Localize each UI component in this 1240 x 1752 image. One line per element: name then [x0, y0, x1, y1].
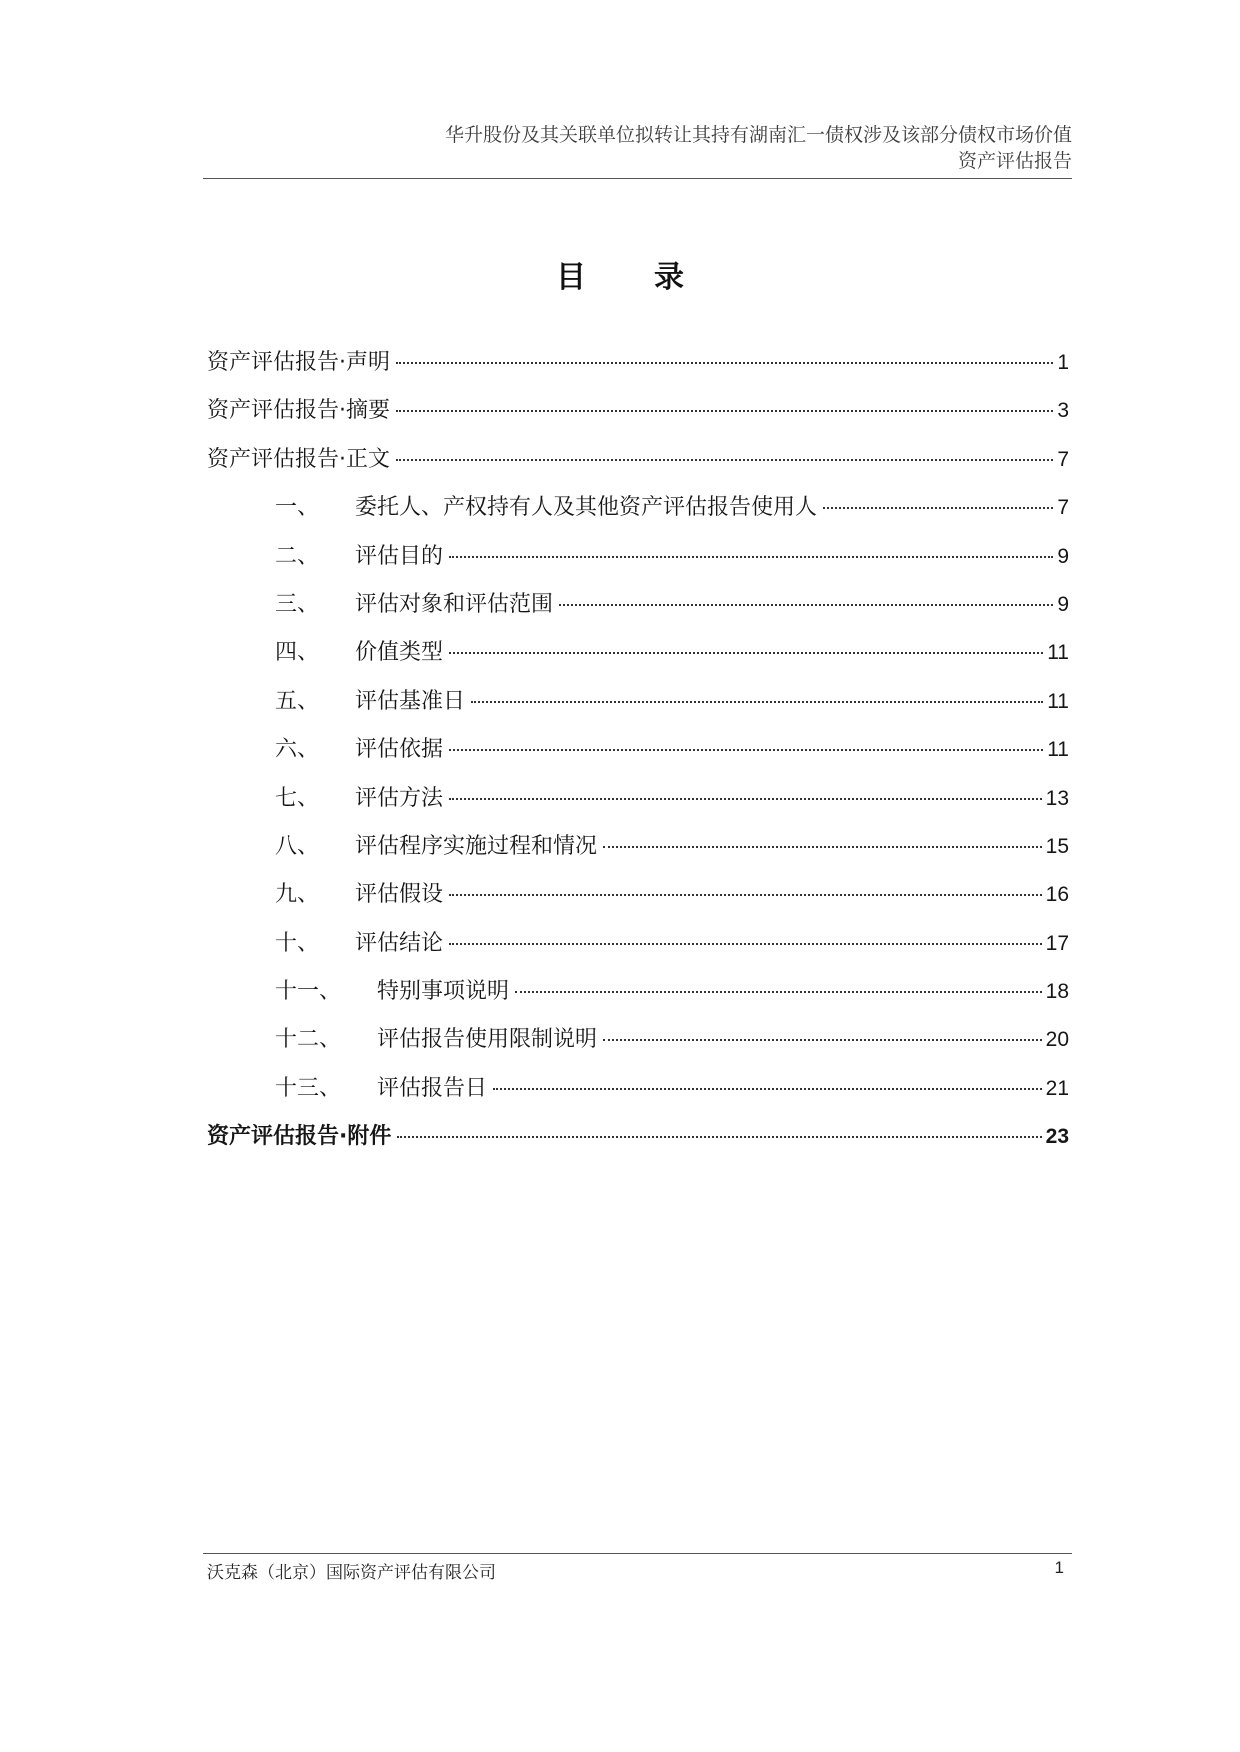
toc-section-page: 11 — [1047, 738, 1069, 762]
toc-section-page: 9 — [1057, 592, 1069, 616]
toc-entry-body[interactable] — [207, 442, 1069, 490]
dot-leader — [449, 652, 1043, 654]
dot-leader — [559, 604, 1053, 606]
dot-leader — [449, 556, 1053, 558]
toc-section-label: 评估目的 — [355, 543, 444, 569]
dot-leader — [493, 1088, 1042, 1090]
toc-section-number: 四、 — [275, 640, 320, 666]
toc-entry-page: 1 — [1057, 351, 1069, 374]
toc-section-number: 八、 — [275, 833, 320, 859]
toc-section-label: 评估基准日 — [355, 688, 466, 714]
dot-leader — [603, 846, 1042, 848]
toc-entry-label: 资产评估报告·摘要 — [207, 398, 390, 424]
toc-section-12[interactable] — [207, 1022, 1069, 1070]
header-report-subject: 华升股份及其关联单位拟转让其持有湖南汇一债权涉及该部分债权市场价值 — [444, 124, 1072, 146]
footer-company: 沃克森（北京）国际资产评估有限公司 — [207, 1563, 496, 1583]
dot-leader — [396, 362, 1053, 364]
toc-section-page: 18 — [1045, 980, 1069, 1004]
header-report-type: 资产评估报告 — [957, 150, 1072, 172]
toc-entry-label: 资产评估报告·正文 — [207, 446, 390, 472]
dot-leader — [449, 943, 1042, 945]
table-of-contents — [207, 345, 1069, 1168]
dot-leader — [396, 459, 1053, 461]
toc-entry-page: 7 — [1057, 447, 1069, 471]
toc-section-label: 评估报告日 — [377, 1075, 488, 1101]
toc-section-label: 价值类型 — [355, 640, 444, 666]
toc-section-number: 三、 — [275, 591, 320, 617]
toc-section-number: 九、 — [275, 882, 320, 908]
toc-section-number: 十、 — [275, 930, 320, 956]
toc-section-page: 11 — [1047, 641, 1069, 665]
toc-section-4[interactable] — [207, 635, 1069, 683]
toc-section-2[interactable] — [207, 539, 1069, 587]
toc-entry-label: 资产评估报告·声明 — [207, 350, 390, 375]
dot-leader — [823, 507, 1053, 509]
toc-section-number: 七、 — [275, 785, 320, 811]
toc-section-number: 十二、 — [275, 1027, 342, 1053]
toc-entry-summary[interactable] — [207, 393, 1069, 441]
toc-section-label: 评估报告使用限制说明 — [377, 1027, 598, 1053]
toc-section-page: 20 — [1045, 1028, 1069, 1052]
toc-section-page: 13 — [1045, 786, 1069, 810]
dot-leader — [449, 749, 1043, 751]
dot-leader — [449, 894, 1042, 896]
dot-leader — [396, 410, 1053, 412]
toc-section-5[interactable] — [207, 684, 1069, 732]
footer-divider — [203, 1553, 1072, 1554]
toc-section-10[interactable] — [207, 926, 1069, 974]
toc-section-label: 评估方法 — [355, 785, 444, 811]
toc-section-label: 委托人、产权持有人及其他资产评估报告使用人 — [355, 495, 818, 521]
toc-section-7[interactable] — [207, 781, 1069, 829]
dot-leader — [397, 1136, 1041, 1138]
toc-section-number: 五、 — [275, 688, 320, 714]
toc-section-page: 15 — [1045, 834, 1069, 858]
toc-section-label: 评估结论 — [355, 930, 444, 956]
dot-leader — [471, 701, 1043, 703]
page-title: 目录 — [556, 260, 752, 295]
footer-page-number: 1 — [1054, 1558, 1064, 1577]
toc-section-13[interactable] — [207, 1071, 1069, 1119]
dot-leader — [603, 1039, 1042, 1041]
toc-section-page: 9 — [1057, 544, 1069, 568]
toc-section-label: 评估假设 — [355, 882, 444, 908]
toc-section-6[interactable] — [207, 732, 1069, 780]
toc-entry-page: 3 — [1057, 399, 1069, 423]
toc-section-number: 二、 — [275, 543, 320, 569]
toc-section-label: 评估依据 — [355, 737, 444, 763]
toc-section-8[interactable] — [207, 829, 1069, 877]
toc-section-9[interactable] — [207, 877, 1069, 925]
dot-leader — [449, 798, 1042, 800]
toc-entry-statement[interactable] — [207, 345, 1069, 393]
toc-section-page: 16 — [1045, 883, 1069, 907]
toc-section-label: 评估对象和评估范围 — [355, 591, 554, 617]
toc-section-number: 十三、 — [275, 1075, 342, 1101]
toc-section-page: 21 — [1045, 1076, 1069, 1100]
toc-section-page: 7 — [1057, 496, 1069, 520]
toc-section-number: 六、 — [275, 737, 320, 763]
toc-section-page: 11 — [1047, 689, 1069, 713]
dot-leader — [515, 991, 1042, 993]
toc-section-number: 一、 — [275, 495, 320, 521]
toc-section-3[interactable] — [207, 587, 1069, 635]
toc-entry-appendix[interactable] — [207, 1119, 1069, 1167]
toc-section-label: 评估程序实施过程和情况 — [355, 833, 598, 859]
toc-section-number: 十一、 — [275, 979, 342, 1005]
toc-entry-label: 资产评估报告·附件 — [207, 1124, 392, 1150]
toc-section-11[interactable] — [207, 974, 1069, 1022]
running-header — [445, 122, 1072, 174]
toc-section-label: 特别事项说明 — [377, 979, 510, 1005]
toc-section-page: 17 — [1045, 931, 1069, 955]
toc-entry-page: 23 — [1045, 1125, 1069, 1149]
toc-section-1[interactable] — [207, 490, 1069, 538]
header-divider — [203, 178, 1072, 179]
